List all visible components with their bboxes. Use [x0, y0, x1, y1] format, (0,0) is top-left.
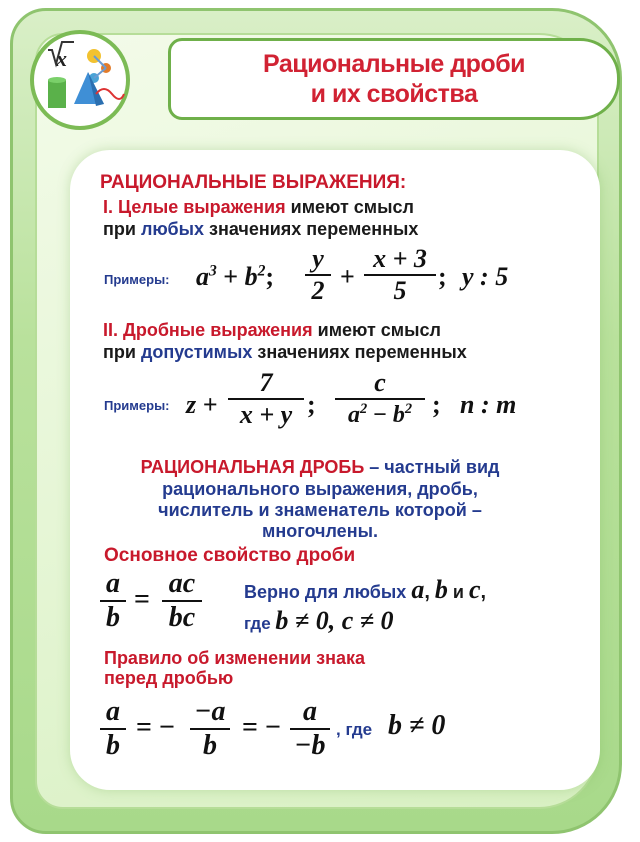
- property-rhs-den: bc: [168, 602, 196, 633]
- svg-text:x: x: [56, 46, 67, 71]
- example-frac-1-fraction: [228, 370, 304, 428]
- property-lhs-num: a: [106, 568, 120, 599]
- property-note-text: Верно для любых: [244, 582, 407, 602]
- ex1-var-a: a: [196, 262, 209, 291]
- property-and: и: [447, 582, 469, 602]
- examples-label-1: Примеры:: [104, 272, 170, 287]
- examples-label-2: Примеры:: [104, 398, 170, 413]
- whole-line2-highlight: любых: [140, 219, 205, 239]
- sign-rule-f3: [290, 698, 330, 760]
- sign-rule-where: , где: [336, 720, 373, 739]
- ex3-sep: ;: [438, 262, 447, 291]
- ex3-numerator: x + 3: [373, 244, 427, 273]
- frac-line2-highlight: допустимых: [140, 342, 253, 362]
- ex1-sep: ;: [265, 262, 275, 291]
- definition-line1: [0, 457, 640, 478]
- ex2-denominator: 2: [311, 276, 325, 305]
- frac-line2-a: при: [103, 342, 141, 362]
- example-frac-1-z: z +: [186, 390, 218, 419]
- property-comma: ,: [424, 581, 430, 603]
- property-lhs-fraction: [100, 570, 126, 632]
- sign-rule-f3-den: −b: [294, 730, 326, 761]
- sign-rule-f1: [100, 698, 126, 760]
- property-var-a: a: [411, 575, 425, 604]
- property-rhs-fraction: [162, 570, 202, 632]
- frac-expr-term: II. Дробные выражения: [103, 320, 313, 340]
- sign-rule-eq1: = −: [136, 712, 175, 743]
- frac-ex2-den-a-exp: 2: [359, 401, 368, 417]
- property-rhs-num: ac: [168, 568, 196, 599]
- frac-ex2-denominator: [348, 402, 412, 427]
- page-title-line2: и их свойства: [310, 80, 478, 108]
- sign-rule-f2-den: b: [203, 730, 217, 761]
- property-where: где: [244, 614, 271, 633]
- sign-rule-eq2: = −: [242, 712, 281, 743]
- whole-line2-a: при: [103, 219, 141, 239]
- frac-ex2-den-b-exp: 2: [404, 401, 413, 417]
- section1-subheading: [103, 197, 414, 218]
- sign-rule-f3-num: a: [303, 696, 317, 727]
- property-comma2: ,: [480, 581, 487, 603]
- sign-rule-heading-line1: Правило об изменении знака: [104, 648, 366, 668]
- definition-line3: числитель и знаменатель которой –: [158, 500, 482, 520]
- ex2-plus: +: [340, 262, 355, 291]
- definition-dash-text: – частный вид: [364, 457, 500, 477]
- example-frac-3: n : m: [460, 390, 517, 419]
- section1-heading: РАЦИОНАЛЬНЫЕ ВЫРАЖЕНИЯ:: [100, 172, 407, 193]
- property-var-b: b: [434, 575, 448, 604]
- example-whole-2-fraction: [305, 246, 331, 304]
- example-whole-1: [196, 262, 274, 292]
- title-banner: [168, 38, 620, 120]
- property-note-line2: [244, 606, 394, 636]
- math-logo-icon: [30, 30, 130, 130]
- frac-ex1-sep: ;: [307, 390, 316, 419]
- property-note-line1: [244, 575, 486, 605]
- definition-line4: многочлены.: [262, 521, 378, 541]
- ex1-exp-b: 2: [257, 262, 266, 280]
- frac-expr-suffix: имеют смысл: [312, 320, 441, 340]
- frac-ex1-denominator: x + y: [239, 400, 293, 429]
- frac-ex2-den-b: b: [392, 402, 405, 428]
- property-var-c: c: [468, 575, 481, 604]
- frac-ex2-den-a: a: [347, 402, 360, 428]
- property-lhs-den: b: [106, 602, 120, 633]
- page-title-line1: Рациональные дроби: [262, 50, 526, 78]
- property-eq: =: [134, 584, 150, 615]
- frac-line2-c: значениях переменных: [252, 342, 467, 362]
- section2-subheading-line2: [103, 342, 467, 363]
- sign-rule-condition: b ≠ 0: [388, 710, 446, 741]
- frac-ex2-sep: ;: [432, 390, 441, 419]
- sign-rule-f2-num: −a: [194, 696, 226, 727]
- property-heading: Основное свойство дроби: [104, 545, 356, 566]
- definition-line2: рационального выражения, дробь,: [162, 479, 478, 499]
- frac-ex2-numerator: c: [374, 368, 386, 397]
- frac-ex2-den-minus: −: [367, 402, 393, 428]
- example-whole-4: y : 5: [462, 262, 509, 291]
- ex3-denominator: 5: [393, 276, 407, 305]
- section1-subheading-line2: [103, 219, 418, 240]
- ex2-numerator: y: [312, 244, 324, 273]
- ex1-plus: +: [223, 262, 239, 291]
- section2-subheading: [103, 320, 441, 341]
- example-frac-2-fraction: [335, 370, 425, 427]
- ex1-var-b: b: [244, 262, 258, 291]
- example-whole-3-fraction: [364, 246, 436, 304]
- sign-rule-heading-line2: перед дробью: [104, 668, 234, 688]
- whole-expr-suffix: имеют смысл: [285, 197, 414, 217]
- sign-rule-f2: [190, 698, 230, 760]
- sign-rule-f1-num: a: [106, 696, 120, 727]
- ex1-exp-a: 3: [209, 262, 217, 280]
- whole-line2-c: значениях переменных: [204, 219, 419, 239]
- whole-expr-term: I. Целые выражения: [103, 197, 286, 217]
- definition-term: РАЦИОНАЛЬНАЯ ДРОБЬ: [140, 457, 365, 477]
- property-condition: b ≠ 0, c ≠ 0: [275, 606, 394, 635]
- frac-ex1-numerator: 7: [259, 368, 273, 397]
- sign-rule-f1-den: b: [106, 730, 120, 761]
